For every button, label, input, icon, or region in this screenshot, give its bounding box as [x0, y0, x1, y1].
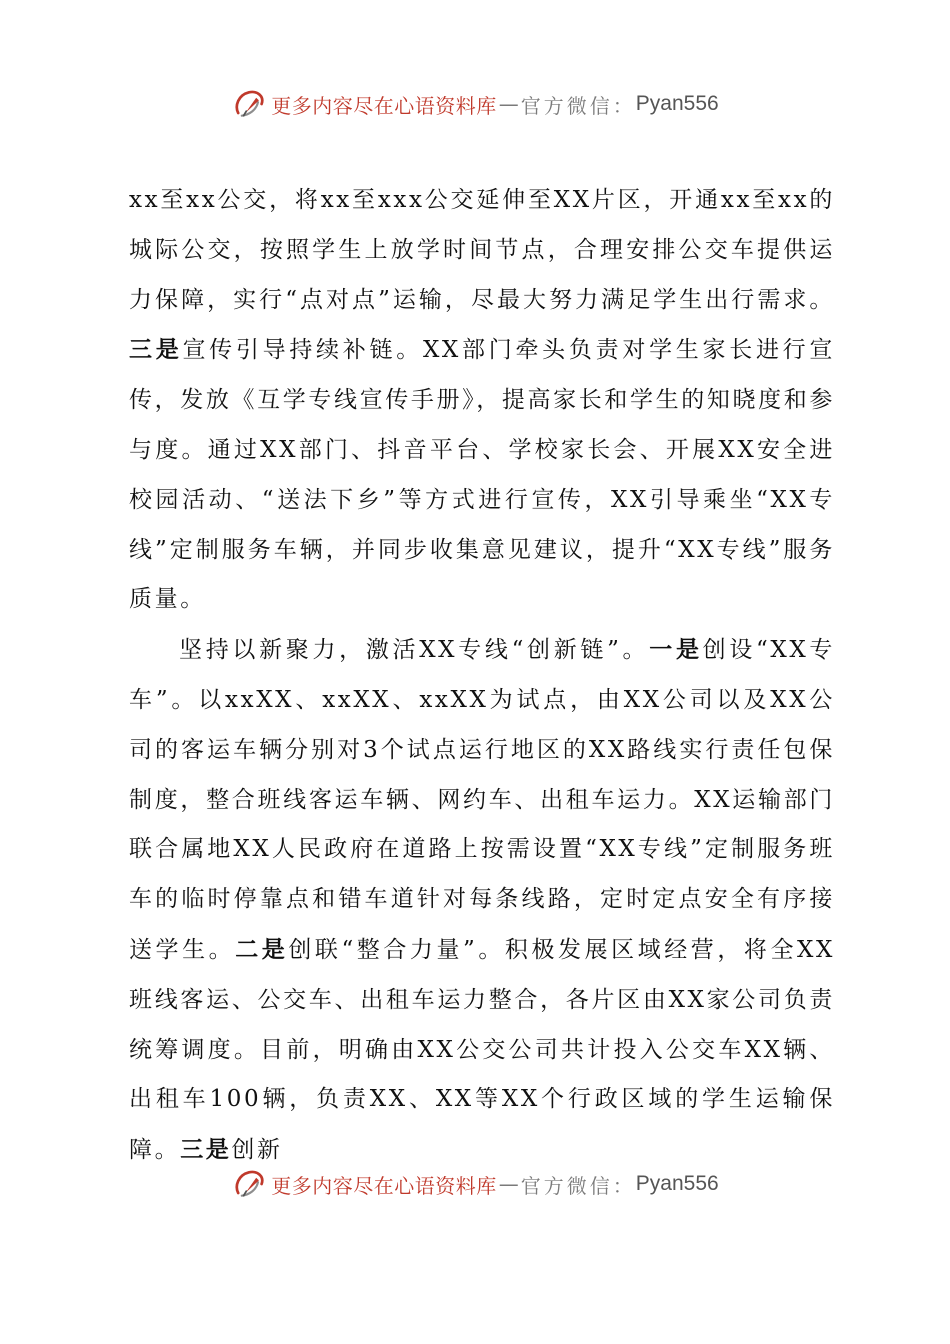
quill-pen-logo-icon [231, 86, 267, 122]
banner-separator: — [498, 92, 519, 116]
quill-pen-logo-icon [231, 1166, 267, 1202]
banner-wechat-label: 官方微信： [520, 93, 636, 118]
banner-wechat-handle: Pyan556 [635, 92, 719, 115]
banner-separator: — [498, 1172, 519, 1196]
document-body [129, 176, 835, 1176]
paragraph-2-text-1: 坚持以新聚力，激活XX专线“创新链”。 [179, 637, 650, 664]
paragraph-2-text-3: 创联“整合力量”。积极发展区域经营，将全XX班线客运、公交车、出租车运力整合，各片区由XX家公司负责统筹调度。目前，明确由XX公交公司共计投入公交车XX辆、出租车100辆，负责XX、XX等XX个行政区域的学生运输保障。 [129, 936, 835, 1164]
footer-banner [0, 1164, 950, 1204]
paragraph-2 [129, 625, 835, 1176]
banner-brand-text: 更多内容尽在心语资料库 [271, 1173, 497, 1198]
paragraph-2-text-4: 创新 [231, 1137, 283, 1164]
paragraph-1 [129, 176, 835, 625]
paragraph-1-text-1: xx至xx公交，将xx至xxx公交延伸至XX片区，开通xx至xx的城际公交，按照学生上放学时间节点，合理安排公交车提供运力保障，实行“点对点”运输，尽最大努力满足学生出行需求。 [129, 187, 835, 313]
banner-wechat-label: 官方微信： [520, 1173, 636, 1198]
banner-wechat-handle: Pyan556 [635, 1172, 719, 1195]
paragraph-2-text-2: 创设“XX专车”。以xxXX、xxXX、xxXX为试点，由XX公司以及XX公司的客运车辆分别对3个试点运行地区的XX路线实行责任包保制度，整合班线客运车辆、网约车、出租车运力。XX运输部门联合属地XX人民政府在道路上按需设置“XX专线”定制服务班车的临时停靠点和错车道针对每条线路，定时定点安全有序接送学生。 [129, 637, 836, 963]
paragraph-1-bold-1: 三是 [129, 336, 183, 364]
banner-brand-text: 更多内容尽在心语资料库 [271, 93, 497, 118]
paragraph-1-text-2: 宣传引导持续补链。XX部门牵头负责对学生家长进行宣传，发放《互学专线宣传手册》，提高家长和学生的知晓度和参与度。通过XX部门、抖音平台、学校家长会、开展XX安全进校园活动、“送法下乡”等方式进行宣传，XX引导乘坐“XX专线”定制服务车辆，并同步收集意见建议，提升“XX专线”服务质量。 [129, 337, 836, 613]
paragraph-2-bold-2: 二是 [235, 935, 289, 963]
header-banner [0, 84, 950, 124]
paragraph-2-bold-1: 一是 [649, 636, 703, 664]
paragraph-2-bold-3: 三是 [180, 1136, 232, 1164]
